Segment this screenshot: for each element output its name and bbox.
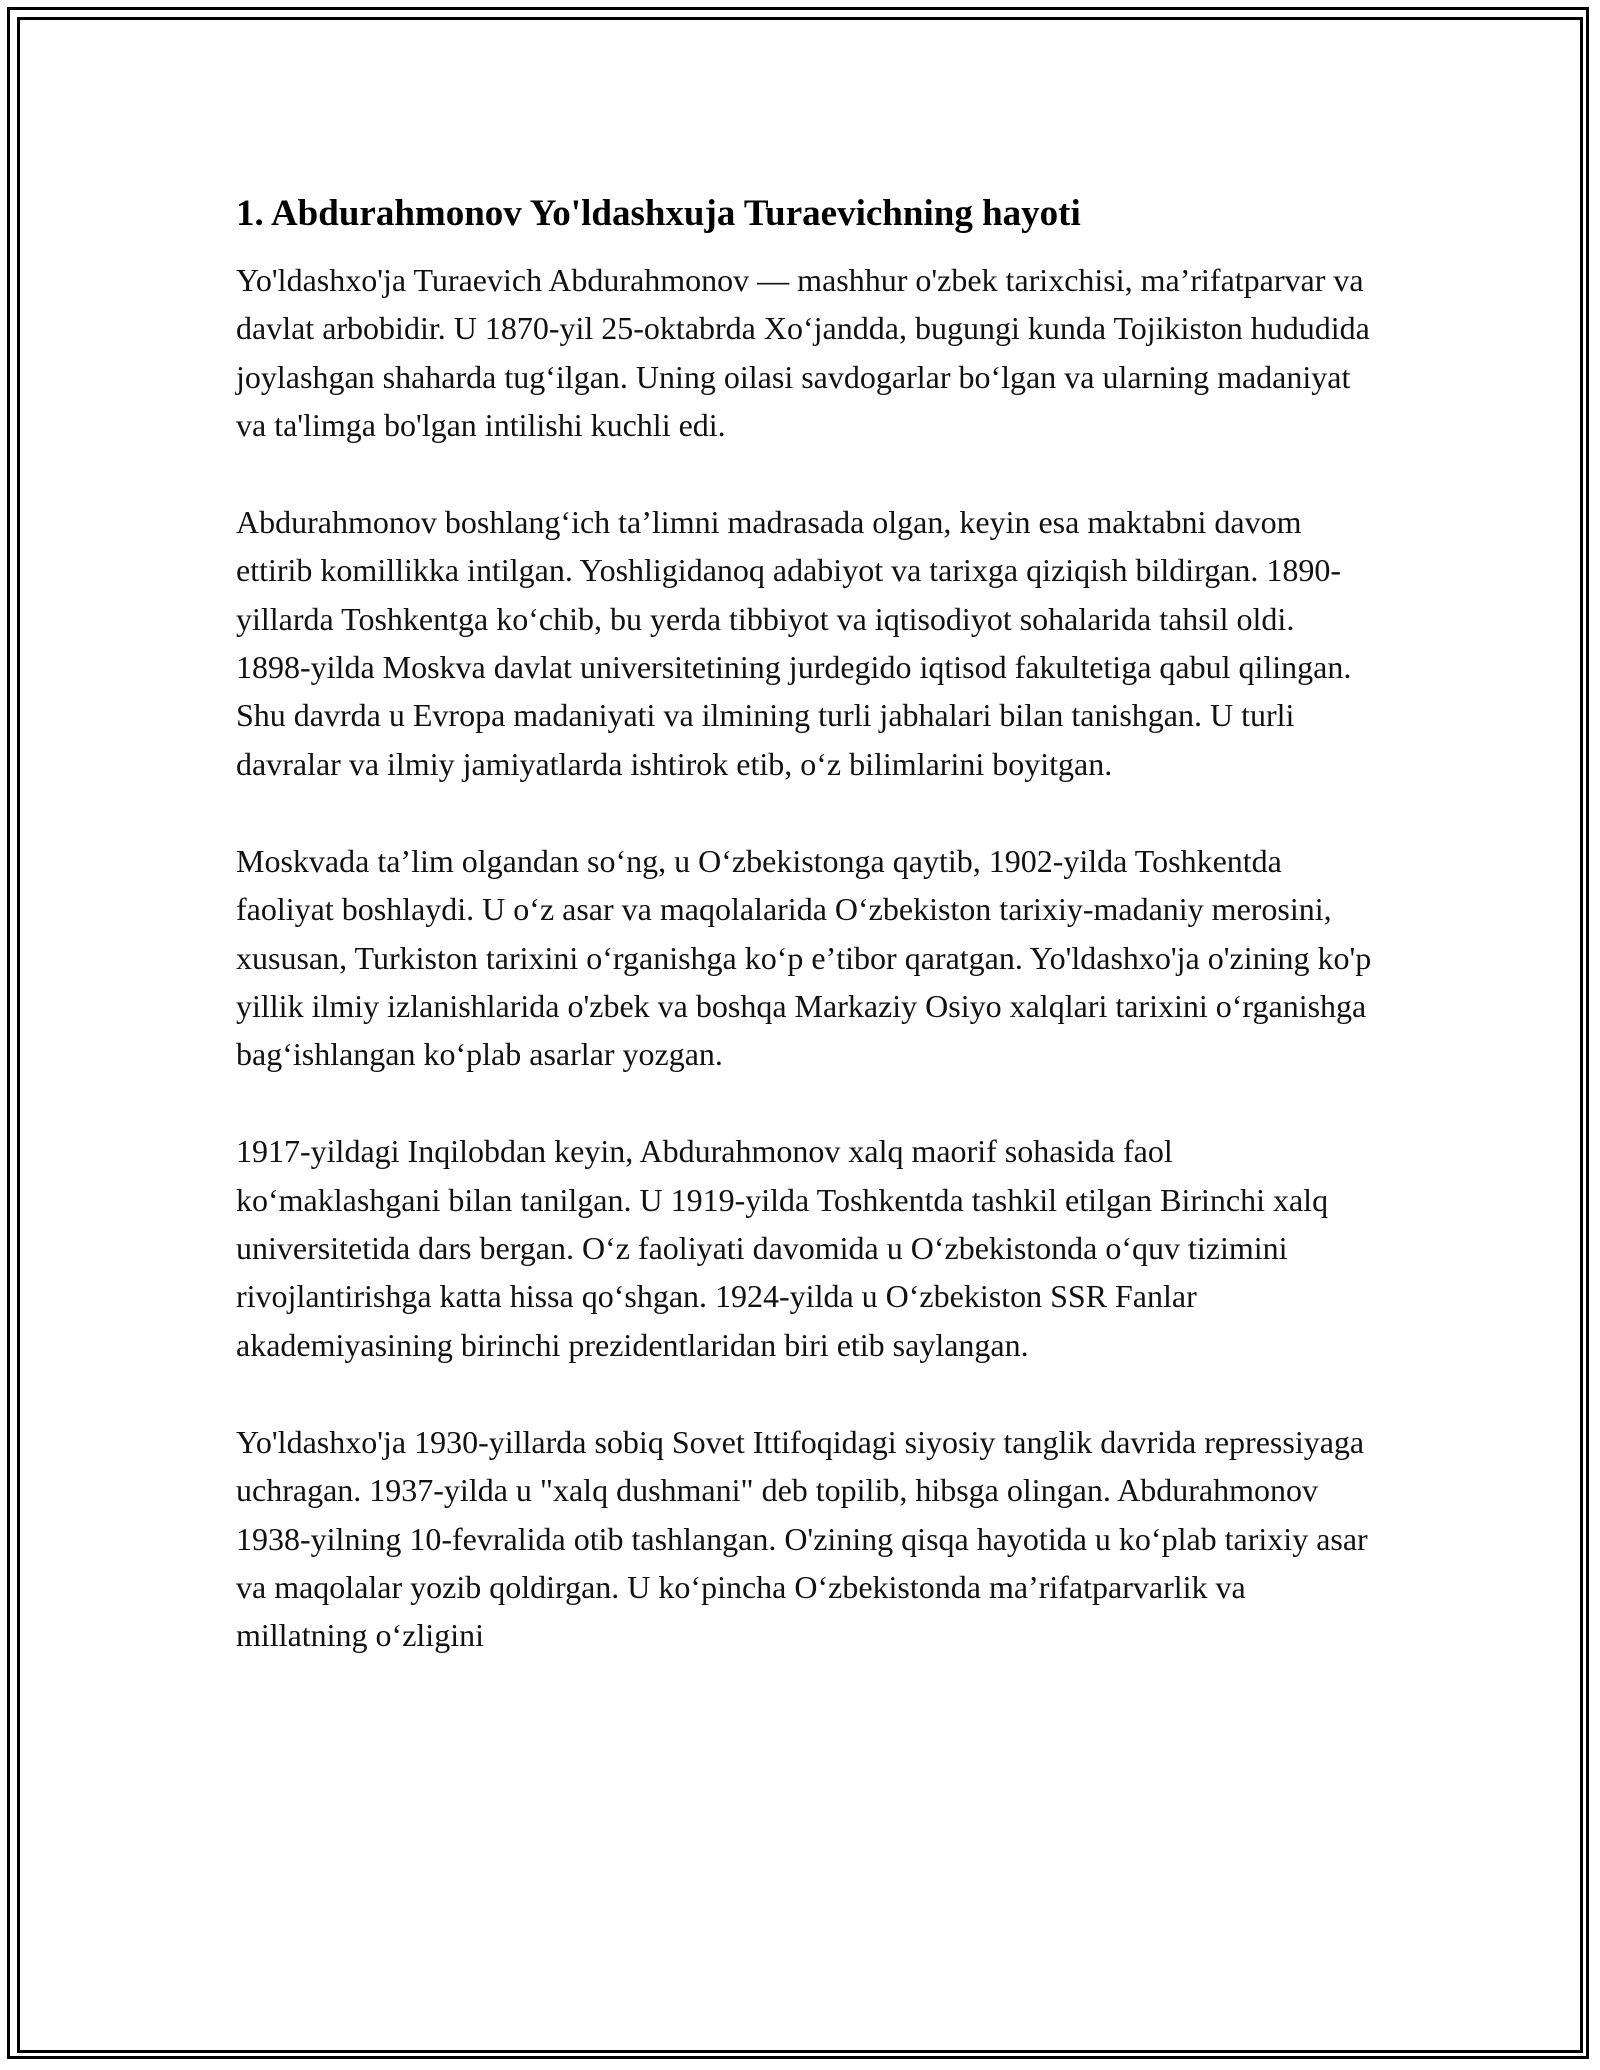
paragraph-revolution: 1917-yildagi Inqilobdan keyin, Abdurahmonov xalq maorif sohasida faol koʻmaklashgani bilan tanilgan. U 1919-yilda Toshkentda tashkil etilgan Birinchi xalq universitetida dars bergan. Oʻz faoliyati davomida u Oʻzbekistonda oʻquv tizimini rivojlantirishga katta hissa qoʻshgan. 1924-yilda u Oʻzbekiston SSR Fanlar akademiyasining birinchi prezidentlaridan biri etib saylangan. bbox=[236, 1133, 1329, 1363]
document-body bbox=[236, 186, 1376, 1708]
paragraph-career: Moskvada taʼlim olgandan soʻng, u Oʻzbekistonga qaytib, 1902-yilda Toshkentda faoliyat boshlaydi. U oʻz asar va maqolalarida Oʻzbekiston tarixiy-madaniy merosini, xususan, Turkiston tarixini oʻrganishga koʻp eʼtibor qaratgan. Yo'ldashxo'ja o'zining ko'p yillik ilmiy izlanishlarida o'zbek va boshqa Markaziy Osiyo xalqlari tarixini oʻrganishga bagʻishlangan koʻplab asarlar yozgan. bbox=[236, 842, 1372, 1073]
paragraph-early-life: Yo'ldashxo'ja Turaevich Abdurahmonov — mashhur o'zbek tarixchisi, maʼrifatparvar va davlat arbobidir. U 1870-yil 25-oktabrda Xoʻjandda, bugungi kunda Tojikiston hududida joylashgan shaharda tugʻilgan. Uning oilasi savdogarlar boʻlgan va ularning madaniyat va ta'limga bo'lgan intilishi kuchli edi. bbox=[236, 262, 1370, 443]
document-heading: 1. Abdurahmonov Yo'ldashxuja Turaevichning hayoti bbox=[236, 193, 1081, 234]
paragraph-repression: Yo'ldashxo'ja 1930-yillarda sobiq Sovet Ittifoqidagi siyosiy tanglik davrida repressiyaga uchragan. 1937-yilda u "xalq dushmani" deb topilib, hibsga olingan. Abdurahmonov 1938-yilning 10-fevralida otib tashlangan. O'zining qisqa hayotida u koʻplab tarixiy asar va maqolalar yozib qoldirgan. U koʻpincha Oʻzbekistonda maʼrifatparvarlik va millatning oʻzligini bbox=[236, 1423, 1368, 1654]
paragraph-education: Abdurahmonov boshlangʻich taʼlimni madrasada olgan, keyin esa maktabni davom ettirib komillikka intilgan. Yoshligidanoq adabiyot va tarixga qiziqish bildirgan. 1890-yillarda Toshkentga koʻchib, bu yerda tibbiyot va iqtisodiyot sohalarida tahsil oldi. 1898-yilda Moskva davlat universitetining jurdegido iqtisod fakultetiga qabul qilingan. Shu davrda u Evropa madaniyati va ilmining turli jabhalari bilan tanishgan. U turli davralar va ilmiy jamiyatlarda ishtirok etib, oʻz bilimlarini boyitgan. bbox=[236, 504, 1352, 782]
